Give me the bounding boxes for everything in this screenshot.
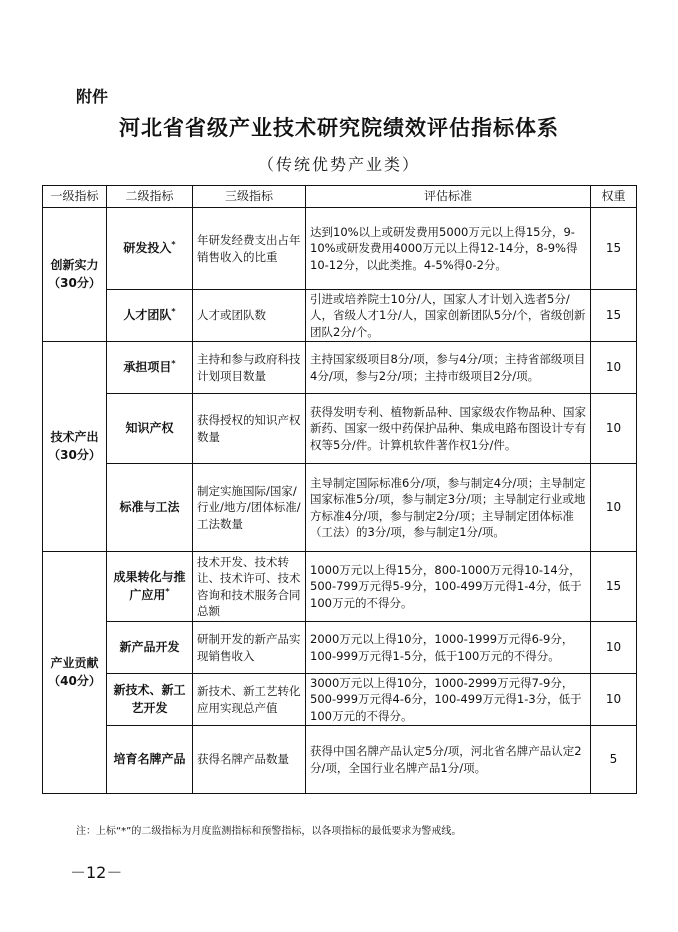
level2-label: 新技术、新工艺开发: [113, 682, 186, 715]
level2-cell: [107, 394, 193, 464]
level1-cell: [43, 208, 107, 342]
weight-cell: 10: [591, 464, 637, 552]
page-number: －12－: [70, 863, 123, 882]
level1-name: 创新实力: [50, 258, 99, 273]
level2-cell: [107, 208, 193, 290]
monitor-star: *: [171, 359, 176, 369]
level2-label: 成果转化与推广应用: [113, 569, 186, 602]
level3-cell: 获得名牌产品数量: [193, 726, 306, 794]
standard-cell: 获得中国名牌产品认定5分/项，河北省名牌产品认定2分/项，全国行业名牌产品1分/项。: [306, 726, 591, 794]
level3-cell: 技术开发、技术转让、技术许可、技术咨询和技术服务合同总额: [193, 552, 306, 622]
weight-cell: 10: [591, 342, 637, 394]
monitor-star: *: [171, 240, 176, 250]
document-title: 河北省省级产业技术研究院绩效评估指标体系: [119, 116, 559, 140]
level1-name: 技术产出: [50, 430, 99, 445]
weight-cell: 15: [591, 290, 637, 342]
standard-cell: 达到10%以上或研发费用5000万元以上得15分，9-10%或研发费用4000万元以上得12-14分，8-9%得10-12分，以此类推。4-5%得0-2分。: [306, 208, 591, 290]
header-standard: 评估标准: [306, 186, 591, 208]
standard-cell: 主导制定国际标准6分/项，参与制定4分/项；主导制定国家标准5分/项，参与制定3分/项；主导制定行业或地方标准4分/项，参与制定2分/项；主导制定团体标准（工法）的3分/项，参与制定1分/项。: [306, 464, 591, 552]
standard-cell: 引进或培养院士10分/人，国家人才计划入选者5分/人，省级人才1分/人，国家创新团队5分/个，省级创新团队2分/个。: [306, 290, 591, 342]
weight-cell: 10: [591, 394, 637, 464]
table-row: [43, 674, 637, 726]
table-row: [43, 464, 637, 552]
level2-label: 研发投入: [123, 241, 172, 256]
level2-cell: [107, 290, 193, 342]
table-row: [43, 342, 637, 394]
level2-cell: [107, 674, 193, 726]
level1-points: （30分）: [48, 275, 101, 290]
level2-cell: [107, 552, 193, 622]
header-level2: 二级指标: [107, 186, 193, 208]
level1-points: （40分）: [48, 673, 101, 688]
level2-label: 培育名牌产品: [113, 752, 186, 767]
level1-points: （30分）: [48, 447, 101, 462]
level1-name: 产业贡献: [50, 656, 99, 671]
level3-cell: 人才或团队数: [193, 290, 306, 342]
header-level1: 一级指标: [43, 186, 107, 208]
header-weight: 权重: [591, 186, 637, 208]
level2-label: 新产品开发: [119, 640, 180, 655]
level2-label: 知识产权: [125, 421, 174, 436]
attachment-label: 附件: [76, 87, 109, 106]
monitor-star: *: [171, 307, 176, 317]
table-row: [43, 394, 637, 464]
table-row: [43, 290, 637, 342]
table-row: [43, 622, 637, 674]
level2-cell: [107, 342, 193, 394]
standard-cell: 主持国家级项目8分/项，参与4分/项；主持省部级项目4分/项，参与2分/项；主持市级项目2分/项。: [306, 342, 591, 394]
standard-cell: 3000万元以上得10分，1000-2999万元得7-9分，500-999万元得4-6分，100-499万元得1-3分，低于100万元的不得分。: [306, 674, 591, 726]
level3-cell: 主持和参与政府科技计划项目数量: [193, 342, 306, 394]
header-level3: 三级指标: [193, 186, 306, 208]
weight-cell: 5: [591, 726, 637, 794]
table-row: [43, 208, 637, 290]
level2-cell: [107, 726, 193, 794]
level2-label: 人才团队: [123, 308, 172, 323]
weight-cell: 15: [591, 208, 637, 290]
level2-cell: [107, 622, 193, 674]
table-row: [43, 552, 637, 622]
level1-cell: [43, 342, 107, 552]
standard-cell: 1000万元以上得15分，800-1000万元得10-14分，500-799万元得5-9分，100-499万元得1-4分，低于100万元的不得分。: [306, 552, 591, 622]
level1-cell: [43, 552, 107, 794]
document-subtitle: （传统优势产业类）: [257, 155, 420, 174]
weight-cell: 10: [591, 622, 637, 674]
level2-label: 承担项目: [123, 360, 172, 375]
level2-label: 标准与工法: [119, 500, 180, 515]
level3-cell: 获得授权的知识产权数量: [193, 394, 306, 464]
monitor-star: *: [165, 587, 170, 596]
table-header-row: [43, 186, 637, 208]
level3-cell: 研制开发的新产品实现销售收入: [193, 622, 306, 674]
level3-cell: 制定实施国际/国家/行业/地方/团体标准/工法数量: [193, 464, 306, 552]
standard-cell: 2000万元以上得10分，1000-1999万元得6-9分，100-999万元得1-5分，低于100万元的不得分。: [306, 622, 591, 674]
standard-cell: 获得发明专利、植物新品种、国家级农作物品种、国家新药、国家一级中药保护品种、集成电路布图设计专有权等5分/件。计算机软件著作权1分/件。: [306, 394, 591, 464]
footnote: 注：上标“*”的二级指标为月度监测指标和预警指标，以各项指标的最低要求为警戒线。: [76, 826, 462, 837]
level2-cell: [107, 464, 193, 552]
level3-cell: 新技术、新工艺转化应用实现总产值: [193, 674, 306, 726]
indicator-table: [42, 185, 637, 794]
level3-cell: 年研发经费支出占年销售收入的比重: [193, 208, 306, 290]
table-row: [43, 726, 637, 794]
weight-cell: 15: [591, 552, 637, 622]
weight-cell: 10: [591, 674, 637, 726]
